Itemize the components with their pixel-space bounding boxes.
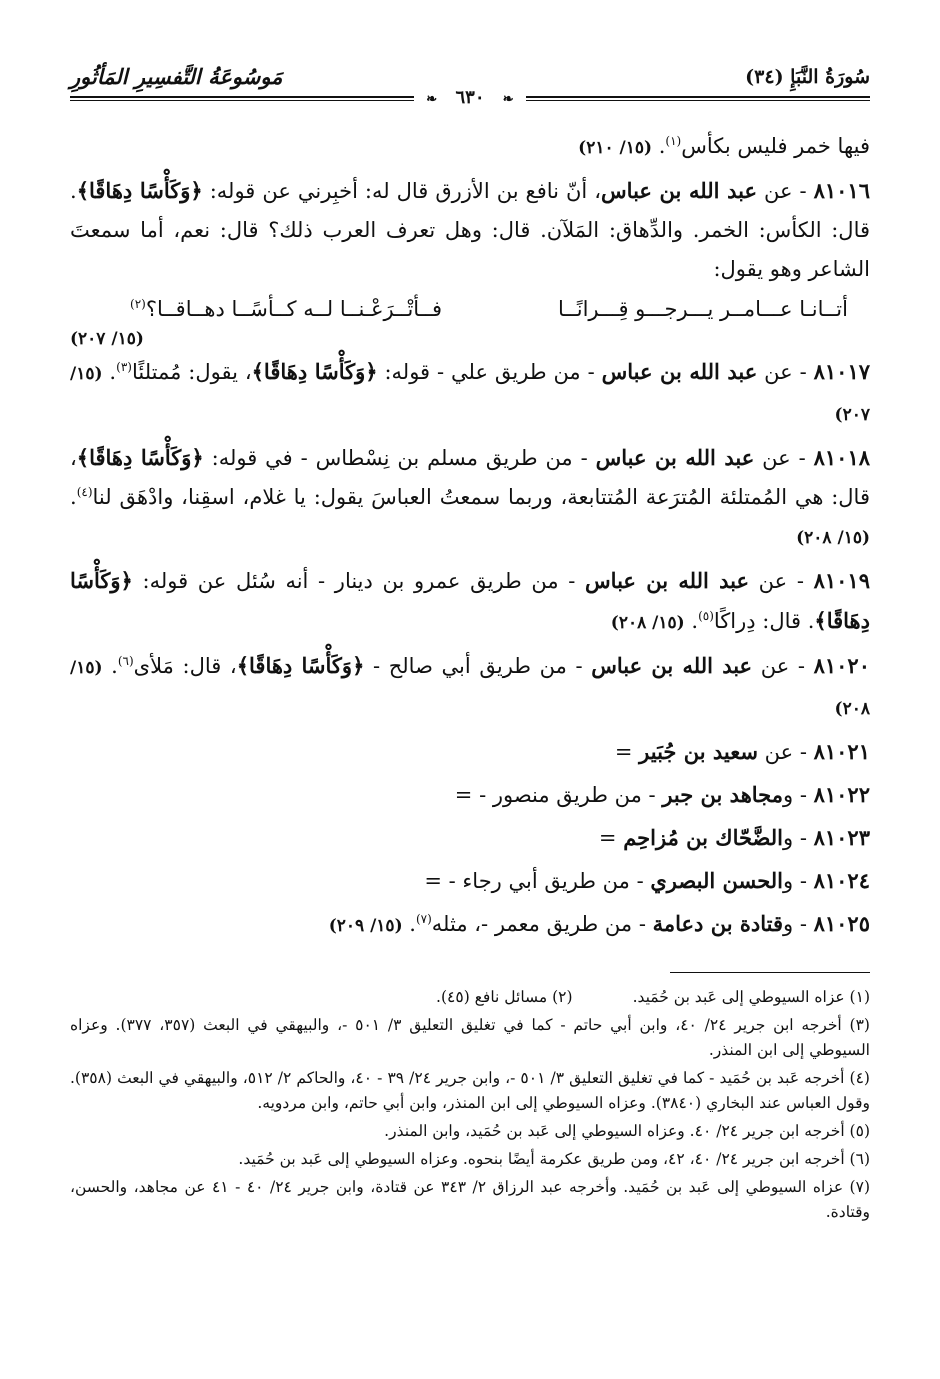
ornament-icon: ❧ [499, 92, 518, 107]
entry-81017: ٨١٠١٧ - عن عبد الله بن عباس - من طريق علي - قوله: ﴿وَكَأْسًا دِهَاقًا﴾، يقول: مُمتلئًا$^{(٣)}$. (١٥/ ٢٠٧) [70, 359, 871, 425]
volume-ref: (١٥/ ٢٠٨) [70, 658, 870, 719]
narrator-name: سعيد بن جُبَير [639, 739, 758, 764]
entry-number: ٨١٠١٨ [813, 445, 871, 470]
intro-line: فيها خمر فليس بكأس$^{(١)}$. (١٥/ ٢١٠) [578, 134, 870, 158]
volume-ref: (١٥/ ٢٠٨) [796, 528, 870, 548]
entry-81023: ٨١٠٢٣ - والضَّحّاك بن مُزاحِم = [598, 825, 870, 850]
narrator-name: مجاهد بن جبر [662, 782, 783, 807]
footnote-7: (٧) عزاه السيوطي إلى عَبد بن حُمَيد. وأخرجه عبد الرزاق ٢/ ٣٤٣ عن قتادة، وابن جرير ٢٤/ ٤٠ - ٤١ عن مجاهد، والحسن، وقتادة. [70, 1178, 870, 1221]
entry-number: ٨١٠٢٥ [813, 911, 870, 936]
footnote-6: (٦) أخرجه ابن جرير ٢٤/ ٤٠، ٤٢، ومن طريق عكرمة أيضًا بنحوه. وعزاه السيوطي إلى عَبد بن حُمَيد. [238, 1150, 870, 1168]
quran-phrase: ﴿وَكَأْسًا دِهَاقًا﴾ [76, 178, 203, 203]
footnote-ref: (٦) [117, 654, 134, 668]
page [70, 60, 870, 1228]
narrator-name: عبد الله بن عباس [585, 568, 749, 593]
poetry-verse [70, 292, 870, 326]
page-number: ٦٣٠ [447, 87, 492, 108]
footnote-ref: (١) [665, 134, 682, 148]
entry-81021: ٨١٠٢١ - عن سعيد بن جُبَير = [614, 739, 870, 764]
volume-ref: (١٥/ ٢٠٨) [610, 613, 685, 633]
footnotes [70, 985, 870, 1225]
footnote-ref: (٥) [698, 609, 714, 623]
entry-number: ٨١٠١٩ [813, 568, 870, 593]
footnote-ref: (٤) [76, 485, 93, 499]
entry-number: ٨١٠١٧ [813, 359, 871, 384]
entry-number: ٨١٠٢٢ [813, 782, 870, 807]
entry-81024: ٨١٠٢٤ - والحسن البصري - من طريق أبي رجاء - = [424, 868, 870, 893]
entry-number: ٨١٠٢٤ [813, 868, 870, 893]
narrator-name: عبد الله بن عباس [601, 359, 758, 384]
footnote-3: (٣) أخرجه ابن جرير ٢٤/ ٤٠، وابن أبي حاتم - كما في تغليق التعليق ٣/ ٥٠١ -، والبيهقي في البعث (٣٥٧، ٣٧٧). وعزاه السيوطي إلى ابن المنذر. [70, 1016, 870, 1059]
book-title: مَوسُوعَةُ التَّفسِيرِ المَأثُورِ [70, 64, 283, 89]
entry-81016: ٨١٠١٦ - عن عبد الله بن عباس، أنّ نافع بن الأزرق قال له: أخبِرني عن قوله: ﴿وَكَأْسًا دِهَاقًا﴾. قال: الكأس: الخمر. والدِّهاق: المَلآن. قال: وهل تعرف العرب ذلك؟ قال: نعم، أما سمعتَ الشاعر وهو يقول: [70, 178, 870, 281]
footnote-separator [670, 972, 870, 973]
quran-phrase: ﴿وَكَأْسًا دِهَاقًا﴾ [236, 653, 365, 678]
narrator-name: الحسن البصري [650, 868, 783, 893]
running-header [70, 60, 870, 94]
entry-number: ٨١٠٢١ [813, 739, 870, 764]
footnote-ref: (٣) [116, 360, 132, 374]
footnote-2: (٢) مسائل نافع (٤٥). [436, 988, 573, 1006]
verse-first-hemistich: أتــانـا عـــامــر يـــرجـــو قِـــرانًــا [558, 297, 848, 321]
narrator-name: عبد الله بن عباس [591, 653, 753, 678]
verse-second-hemistich: فــأتْــرَعْـنــا لــه كــأسًــا دهــاقــا؟ [145, 297, 443, 321]
narrator-name: قتادة بن دعامة [652, 911, 783, 936]
entry-81020: ٨١٠٢٠ - عن عبد الله بن عباس - من طريق أبي صالح - ﴿وَكَأْسًا دِهَاقًا﴾، قال: مَلأى$^{(٦)}$. (١٥/ ٢٠٨) [70, 653, 870, 719]
volume-ref: (١٥/ ٢٠٩) [328, 916, 403, 936]
ornament-icon: ❧ [422, 92, 441, 107]
quran-phrase: ﴿وَكَأْسًا دِهَاقًا﴾ [76, 445, 204, 470]
footnote-ref: (٢) [130, 297, 146, 311]
entry-number: ٨١٠٢٠ [813, 653, 870, 678]
main-text [70, 127, 870, 946]
narrator-name: عبد الله بن عباس [601, 178, 757, 203]
entry-number: ٨١٠١٦ [813, 178, 870, 203]
footnote-4: (٤) أخرجه عَبد بن حُمَيد - كما في تغليق التعليق ٣/ ٥٠١ -، وابن جرير ٢٤/ ٣٩ - ٤٠، والحاكم ٢/ ٥١٢، والبيهقي في البعث (٣٥٨). وقول العباس عند البخاري (٣٨٤٠). وعزاه السيوطي إلى ابن المنذر، وابن أبي حاتم، وابن مردويه. [70, 1069, 870, 1112]
entry-number: ٨١٠٢٣ [813, 825, 870, 850]
quran-phrase: ﴿وَكَأْسًا دِهَاقًا﴾ [251, 359, 378, 384]
footnote-1: (١) عزاه السيوطي إلى عَبد بن حُمَيد. [632, 988, 870, 1006]
volume-ref: (١٥/ ٢١٠) [578, 138, 653, 158]
quran-phrase: ﴿وَكَأْسًا دِهَاقًا﴾ [70, 568, 870, 633]
entry-81018: ٨١٠١٨ - عن عبد الله بن عباس - من طريق مسلم بن نِسْطاس - في قوله: ﴿وَكَأْسًا دِهَاقًا﴾، قال: هي المُمتلئة المُترَعة المُتتابعة، وربما سمعتُ العباسَ يقول: يا غلام، اسقِنا، وادْهَق لنا$^{(٤)}$. (١٥/ ٢٠٨) [70, 445, 871, 548]
entry-81022: ٨١٠٢٢ - ومجاهد بن جبر - من طريق منصور - = [454, 782, 870, 807]
footnote-ref: (٧) [415, 912, 432, 926]
surah-title: سُورَةُ النَّبَإِ (٣٤) [745, 66, 870, 88]
narrator-name: الضَّحّاك بن مُزاحِم [623, 825, 783, 850]
footnote-5: (٥) أخرجه ابن جرير ٢٤/ ٤٠. وعزاه السيوطي إلى عَبد بن حُمَيد، وابن المنذر. [384, 1122, 870, 1140]
entry-81019: ٨١٠١٩ - عن عبد الله بن عباس - من طريق عمرو بن دينار - أنه سُئل عن قوله: ﴿وَكَأْسًا دِهَاقًا﴾. قال: دِراكًا$^{(٥)}$. (١٥/ ٢٠٨) [70, 568, 870, 633]
entry-81025: ٨١٠٢٥ - وقتادة بن دعامة - من طريق معمر -، مثله$^{(٧)}$. (١٥/ ٢٠٩) [328, 911, 870, 936]
narrator-name: عبد الله بن عباس [595, 445, 755, 470]
volume-ref: (١٥/ ٢٠٧) [70, 364, 870, 425]
volume-ref: (١٥/ ٢٠٧) [70, 329, 144, 349]
